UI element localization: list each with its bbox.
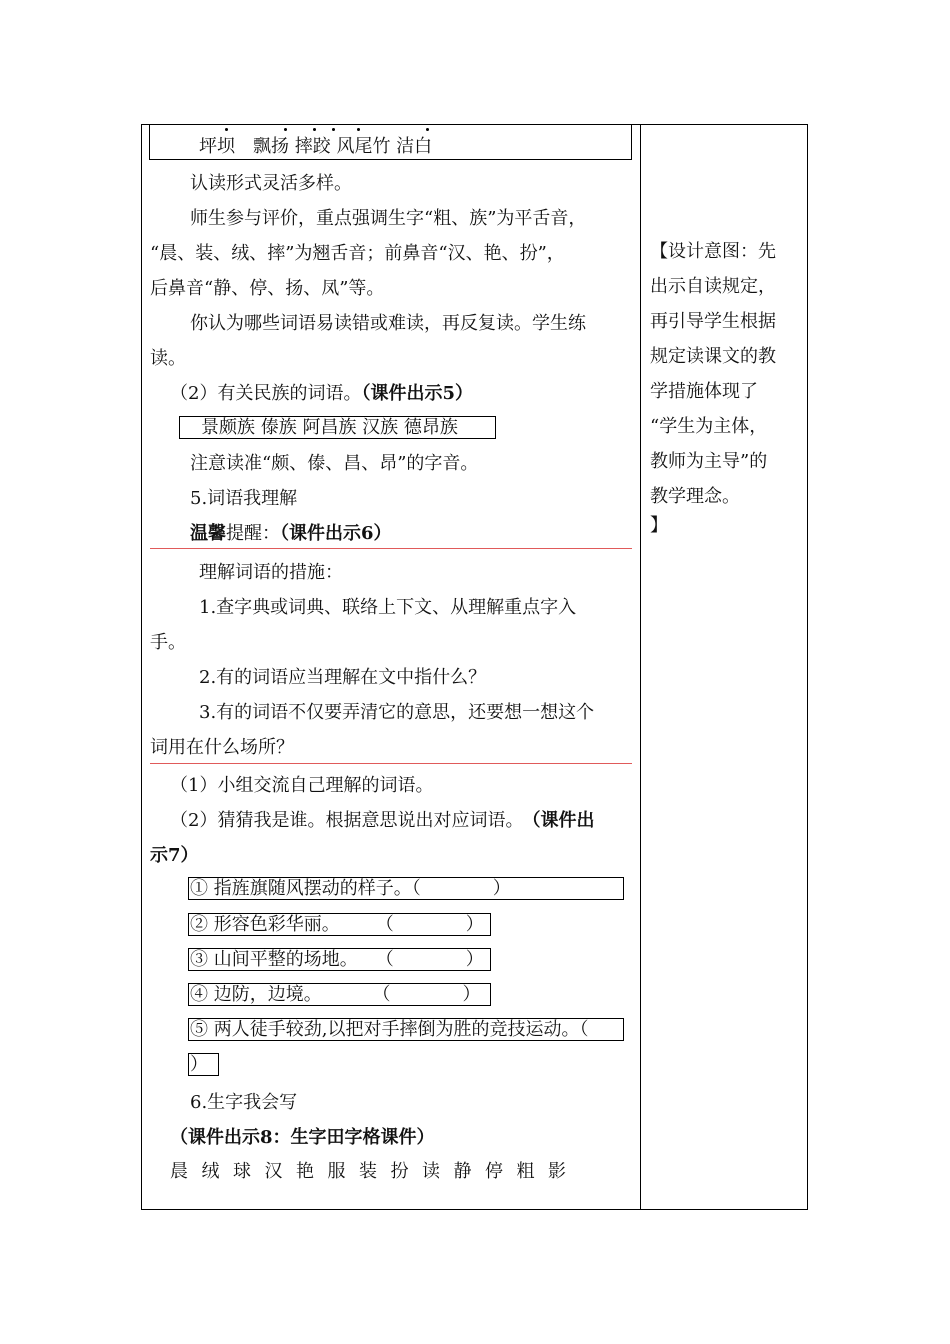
char: 艳 [296,1161,314,1182]
ethnic-words: 景颇族 傣族 阿昌族 汉族 德昂族 [201,417,458,438]
section-heading: 5.词语我理解 [190,488,298,509]
emphasis-dot [426,128,429,131]
section-heading: 6.生字我会写 [190,1092,298,1113]
paragraph: 读。 [150,348,186,369]
char: 汉 [264,1161,283,1182]
section-heading [170,383,473,405]
quiz-item: ① 指旌旗随风摆动的样子。（ ） [190,878,511,899]
design-intent-line: 教师为主导”的 [650,451,768,472]
quiz-item: ⑤ 两人徒手较劲,以把对手摔倒为胜的竞技运动。（ [190,1019,589,1040]
paragraph: 注意读准“颇、傣、昌、昂”的字音。 [190,453,479,474]
char: 粗 [516,1161,535,1182]
design-intent-line: 学措施体现了 [650,381,758,402]
design-intent-line: 教学理念。 [650,486,740,507]
design-intent-line: 】 [650,515,668,536]
char: 绒 [201,1161,220,1182]
design-intent-line: 再引导学生根据 [650,311,776,332]
char: 装 [359,1161,377,1182]
paragraph: “晨、装、绒、摔”为翘舌音；前鼻音“汉、艳、扮”， [150,243,565,264]
char: 扮 [390,1161,409,1182]
courseware-ref: （课件出示5） [361,383,473,404]
char: 读 [422,1161,440,1182]
tip-item: 词用在什么场所？ [150,737,294,758]
tip-item: 1.查字典或词典、联络上下文、从理解重点字入 [199,597,577,618]
tip-item: 2.有的词语应当理解在文中指什么？ [199,667,487,688]
tip-bottom-rule [150,763,632,764]
design-intent-line: 规定读课文的教 [650,346,776,367]
paragraph: 师生参与评价，重点强调生字“粗、族”为平舌音， [190,208,587,229]
design-intent-line: “学生为主体， [650,416,768,437]
quiz-item: ③ 山间平整的场地。 （ ） [190,949,484,970]
paragraph [170,810,594,832]
warm-label: 温馨 [190,523,226,544]
tip-item: 3.有的词语不仅要弄清它的意思，还要想一想这个 [199,702,595,723]
courseware-ref: （课件出示6） [280,523,392,544]
quiz-item: ④ 边防，边境。 （ ） [190,984,481,1005]
emphasis-dot [225,128,228,131]
tip-top-rule [150,548,632,549]
courseware-ref: （课件出 [531,810,595,831]
heading-text: （2）有关民族的词语。 [170,383,362,404]
quiz-item: ② 形容色彩华丽。 （ ） [190,914,484,935]
emphasis-dot [357,128,360,131]
char: 球 [233,1161,251,1182]
guess-text: （2）猜猜我是谁。根据意思说出对应词语。 [170,810,524,831]
courseware-ref: （课件出示8：生字田字格课件） [170,1127,435,1148]
paragraph: 认读形式灵活多样。 [190,173,352,194]
column-divider [640,125,641,1209]
emphasis-dot [313,128,316,131]
char: 静 [453,1161,472,1182]
tip-heading [190,523,392,545]
emphasis-dot [284,128,287,131]
character-list [170,1161,580,1183]
paragraph: 你认为哪些词语易读错或难读，再反复读。学生练 [190,313,586,334]
paragraph: 后鼻音“静、停、扬、凤”等。 [150,278,385,299]
emphasis-dot [332,128,335,131]
remind-label: 提醒： [226,523,280,544]
vocab-words: 坪坝 飘扬 摔跤 风尾竹 洁白 [199,136,433,157]
char: 停 [485,1161,503,1182]
design-intent-line: 【设计意图：先 [650,241,776,262]
tip-title: 理解词语的措施： [199,562,343,583]
design-intent-line: 出示自读规定， [650,276,776,297]
tip-item: 手。 [150,632,186,653]
char: 服 [327,1161,346,1182]
char: 影 [548,1161,566,1182]
char: 晨 [170,1161,188,1182]
paragraph: （1）小组交流自己理解的词语。 [170,775,434,796]
courseware-ref: 示7） [150,845,199,866]
quiz-item: ） [190,1054,208,1075]
